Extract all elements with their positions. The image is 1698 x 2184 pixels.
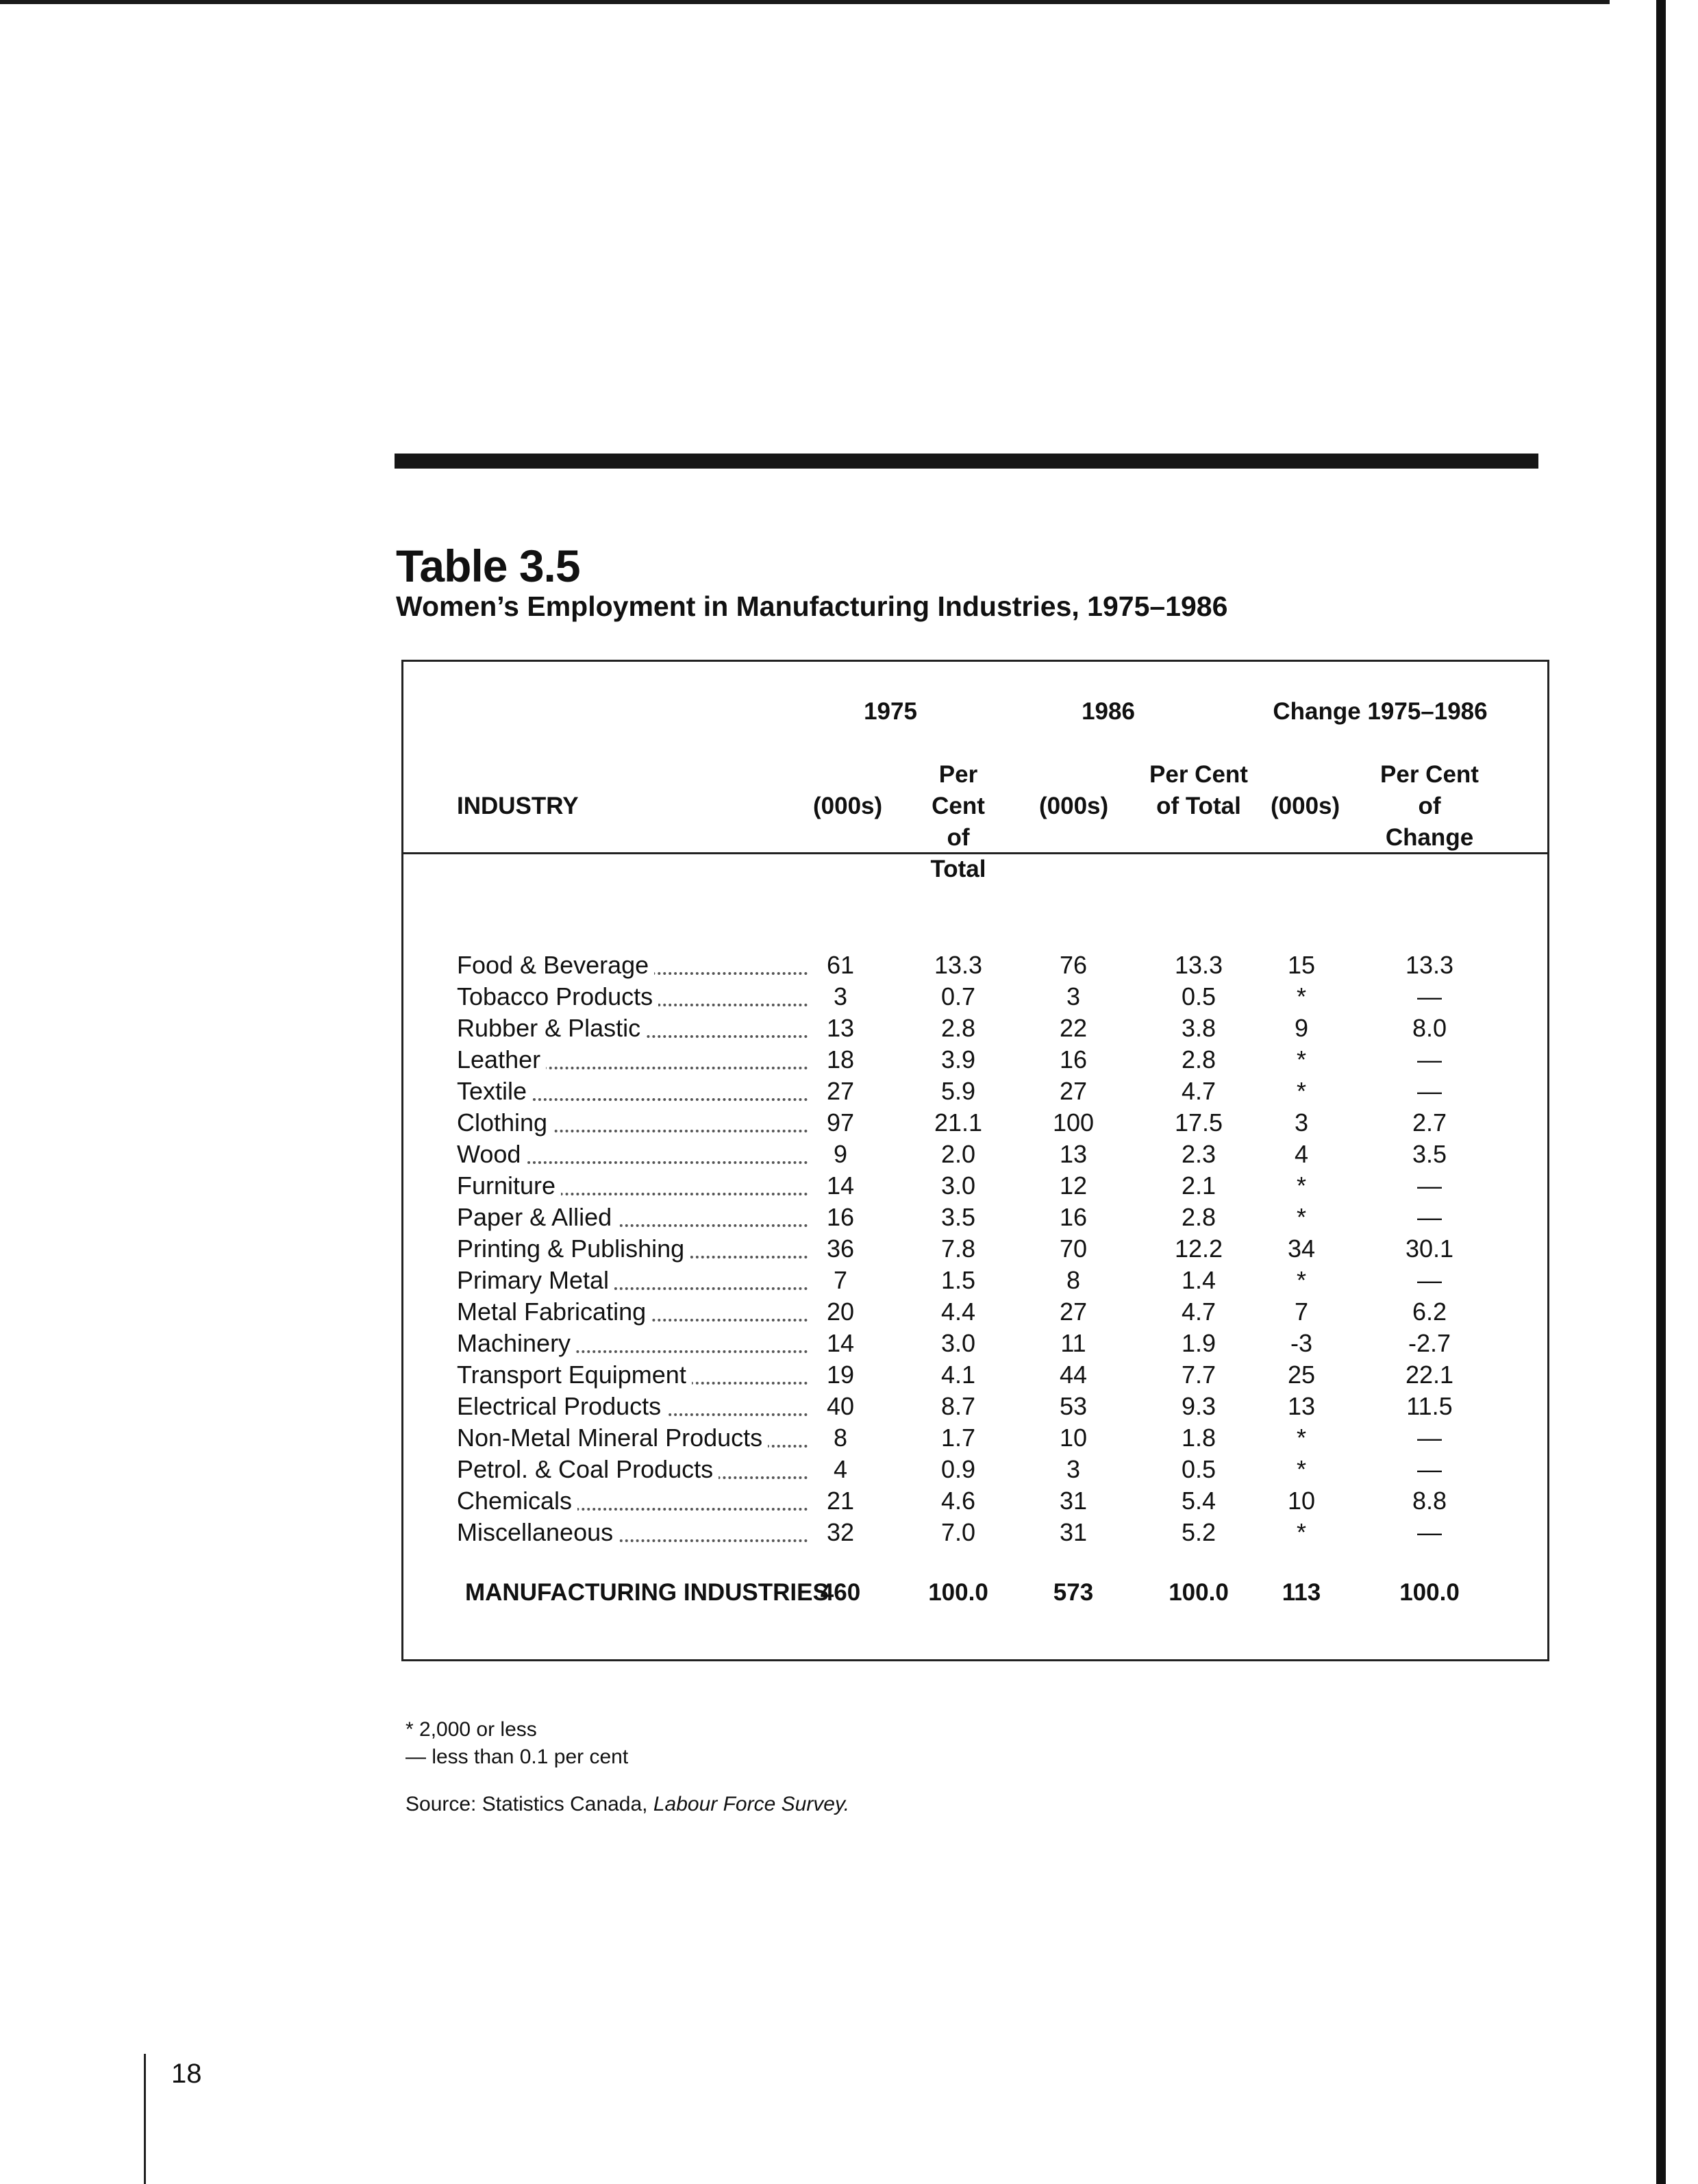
cell: 1.8 bbox=[1181, 1424, 1216, 1452]
cell: — bbox=[1417, 1424, 1442, 1452]
table-row bbox=[403, 1296, 1547, 1328]
cell: 25 bbox=[1287, 1361, 1316, 1389]
table-row bbox=[403, 1107, 1547, 1139]
cell: * bbox=[1296, 1266, 1306, 1294]
cell: 13.3 bbox=[1405, 951, 1454, 979]
cell: 27 bbox=[826, 1077, 855, 1105]
cell: 16 bbox=[1059, 1203, 1088, 1231]
header-divider bbox=[403, 852, 1547, 854]
cell: 13 bbox=[826, 1014, 855, 1042]
table-row bbox=[403, 1485, 1547, 1517]
cell: 31 bbox=[1059, 1487, 1088, 1515]
header-line: of Total bbox=[1156, 793, 1241, 819]
industry-label: Clothing bbox=[457, 1107, 808, 1139]
cell: -2.7 bbox=[1408, 1329, 1451, 1357]
cell: 100.0 bbox=[928, 1579, 988, 1606]
header-line: Per Cent bbox=[932, 761, 985, 819]
cell: 0.5 bbox=[1181, 1455, 1216, 1483]
cell: 4.6 bbox=[940, 1487, 976, 1515]
cell: 7 bbox=[1294, 1298, 1309, 1326]
cell: 8 bbox=[833, 1424, 848, 1452]
cell: 32 bbox=[826, 1518, 855, 1546]
cell: * bbox=[1296, 1518, 1306, 1546]
industry-label: Petrol. & Coal Products bbox=[457, 1454, 808, 1485]
cell: 21.1 bbox=[934, 1108, 983, 1137]
cell: 0.5 bbox=[1181, 982, 1216, 1010]
table-row bbox=[403, 1170, 1547, 1202]
cell: 2.7 bbox=[1412, 1108, 1447, 1137]
cell: — bbox=[1417, 1203, 1442, 1231]
cell: 22.1 bbox=[1405, 1361, 1454, 1389]
header-line: of Change bbox=[1385, 793, 1474, 851]
industry-label: Paper & Allied bbox=[457, 1202, 808, 1233]
cell: 70 bbox=[1059, 1234, 1088, 1263]
cell: * bbox=[1296, 1455, 1306, 1483]
cell: 4.7 bbox=[1181, 1077, 1216, 1105]
cell: * bbox=[1296, 1077, 1306, 1105]
cell: 61 bbox=[826, 951, 855, 979]
cell: 1.7 bbox=[940, 1424, 976, 1452]
cell: 19 bbox=[826, 1361, 855, 1389]
cell: 13 bbox=[1059, 1140, 1088, 1168]
cell: 3 bbox=[1066, 1455, 1081, 1483]
industry-label: Leather bbox=[457, 1044, 808, 1076]
col-header-1975-percent bbox=[917, 759, 999, 885]
cell: 6.2 bbox=[1412, 1298, 1447, 1326]
cell: 8 bbox=[1066, 1266, 1081, 1294]
cell: 1.9 bbox=[1181, 1329, 1216, 1357]
table-row bbox=[403, 1044, 1547, 1076]
cell: 113 bbox=[1282, 1579, 1321, 1606]
table-subtitle: Women’s Employment in Manufacturing Industries, 1975–1986 bbox=[396, 591, 1228, 622]
cell: 12.2 bbox=[1174, 1234, 1223, 1263]
total-row bbox=[403, 1577, 1547, 1609]
cell: * bbox=[1296, 1045, 1306, 1074]
cell: 3.5 bbox=[940, 1203, 976, 1231]
cell: 31 bbox=[1059, 1518, 1088, 1546]
industry-label: Wood bbox=[457, 1139, 808, 1170]
cell: 5.9 bbox=[940, 1077, 976, 1105]
cell: 7.0 bbox=[940, 1518, 976, 1546]
right-page-edge bbox=[1656, 0, 1666, 2184]
cell: 16 bbox=[1059, 1045, 1088, 1074]
cell: 2.8 bbox=[940, 1014, 976, 1042]
cell: 53 bbox=[1059, 1392, 1088, 1420]
cell: — bbox=[1417, 982, 1442, 1010]
cell: — bbox=[1417, 1171, 1442, 1200]
header-line: of Total bbox=[930, 824, 986, 882]
total-label: MANUFACTURING INDUSTRIES bbox=[465, 1579, 829, 1606]
cell: 13.3 bbox=[1174, 951, 1223, 979]
group-header-1986: 1986 bbox=[1082, 698, 1135, 725]
cell: 36 bbox=[826, 1234, 855, 1263]
cell: 2.8 bbox=[1181, 1203, 1216, 1231]
cell: 10 bbox=[1287, 1487, 1316, 1515]
cell: 27 bbox=[1059, 1077, 1088, 1105]
industry-label: Printing & Publishing bbox=[457, 1233, 808, 1265]
industry-label: Primary Metal bbox=[457, 1265, 808, 1296]
table-row bbox=[403, 1517, 1547, 1548]
cell: 3.9 bbox=[940, 1045, 976, 1074]
cell: 0.7 bbox=[940, 982, 976, 1010]
cell: 2.3 bbox=[1181, 1140, 1216, 1168]
source-prefix: Source: Statistics Canada, bbox=[405, 1793, 653, 1815]
cell: 4 bbox=[833, 1455, 848, 1483]
cell: 76 bbox=[1059, 951, 1088, 979]
cell: 3.5 bbox=[1412, 1140, 1447, 1168]
cell: 44 bbox=[1059, 1361, 1088, 1389]
footnote-asterisk: * 2,000 or less bbox=[405, 1718, 537, 1741]
cell: — bbox=[1417, 1518, 1442, 1546]
cell: 11 bbox=[1060, 1329, 1086, 1357]
cell: * bbox=[1296, 1424, 1306, 1452]
cell: 1.5 bbox=[940, 1266, 976, 1294]
source-note bbox=[405, 1793, 849, 1816]
cell: 4.4 bbox=[940, 1298, 976, 1326]
col-header-1986-percent bbox=[1147, 759, 1250, 822]
col-header-1986-thousands: (000s) bbox=[1039, 793, 1109, 819]
cell: 7 bbox=[833, 1266, 848, 1294]
group-header-change: Change 1975–1986 bbox=[1273, 698, 1488, 725]
table-title: Table 3.5 bbox=[396, 541, 580, 591]
industry-label: Food & Beverage bbox=[457, 950, 808, 981]
table-row bbox=[403, 1391, 1547, 1422]
cell: 34 bbox=[1287, 1234, 1316, 1263]
cell: 8.8 bbox=[1412, 1487, 1447, 1515]
cell: 3.0 bbox=[940, 1171, 976, 1200]
table-row bbox=[403, 1359, 1547, 1391]
industry-header: INDUSTRY bbox=[457, 793, 579, 819]
cell: 2.1 bbox=[1181, 1171, 1216, 1200]
cell: — bbox=[1417, 1455, 1442, 1483]
cell: 2.0 bbox=[940, 1140, 976, 1168]
cell: 14 bbox=[826, 1329, 855, 1357]
cell: * bbox=[1296, 1203, 1306, 1231]
cell: 2.8 bbox=[1181, 1045, 1216, 1074]
cell: 8.7 bbox=[940, 1392, 976, 1420]
table-row bbox=[403, 950, 1547, 981]
industry-label: Transport Equipment bbox=[457, 1359, 808, 1391]
industry-label: Electrical Products bbox=[457, 1391, 808, 1422]
cell: 4.1 bbox=[940, 1361, 976, 1389]
cell: 5.2 bbox=[1181, 1518, 1216, 1546]
cell: 573 bbox=[1053, 1579, 1094, 1606]
cell: 13.3 bbox=[934, 951, 983, 979]
cell: 9 bbox=[1294, 1014, 1309, 1042]
table-row bbox=[403, 1328, 1547, 1359]
cell: 100.0 bbox=[1399, 1579, 1460, 1606]
cell: 9.3 bbox=[1181, 1392, 1216, 1420]
cell: * bbox=[1296, 1171, 1306, 1200]
cell: 22 bbox=[1059, 1014, 1088, 1042]
table-row bbox=[403, 981, 1547, 1013]
cell: — bbox=[1417, 1077, 1442, 1105]
industry-label: Textile bbox=[457, 1076, 808, 1107]
cell: 460 bbox=[820, 1579, 861, 1606]
col-header-1975-thousands: (000s) bbox=[813, 793, 883, 819]
cell: 5.4 bbox=[1181, 1487, 1216, 1515]
industry-label: Miscellaneous bbox=[457, 1517, 808, 1548]
header-line: Per Cent bbox=[1149, 761, 1248, 788]
industry-label: Furniture bbox=[457, 1170, 808, 1202]
data-table bbox=[401, 660, 1549, 1661]
cell: 100.0 bbox=[1169, 1579, 1229, 1606]
cell: 18 bbox=[826, 1045, 855, 1074]
table-row bbox=[403, 1454, 1547, 1485]
cell: 100 bbox=[1052, 1108, 1095, 1137]
header-line: Per Cent bbox=[1380, 761, 1479, 788]
table-row bbox=[403, 1265, 1547, 1296]
cell: 12 bbox=[1059, 1171, 1088, 1200]
cell: 7.7 bbox=[1181, 1361, 1216, 1389]
industry-label: Non-Metal Mineral Products bbox=[457, 1422, 808, 1454]
cell: 4 bbox=[1294, 1140, 1309, 1168]
cell: 0.9 bbox=[940, 1455, 976, 1483]
cell: 3.8 bbox=[1181, 1014, 1216, 1042]
table-row bbox=[403, 1076, 1547, 1107]
cell: 11.5 bbox=[1406, 1392, 1453, 1420]
table-row bbox=[403, 1422, 1547, 1454]
cell: 1.4 bbox=[1181, 1266, 1216, 1294]
cell: 8.0 bbox=[1412, 1014, 1447, 1042]
industry-label: Metal Fabricating bbox=[457, 1296, 808, 1328]
group-header-1975: 1975 bbox=[864, 698, 917, 725]
cell: 3.0 bbox=[940, 1329, 976, 1357]
cell: 10 bbox=[1059, 1424, 1088, 1452]
cell: 20 bbox=[826, 1298, 855, 1326]
industry-label: Tobacco Products bbox=[457, 981, 808, 1013]
cell: 16 bbox=[826, 1203, 855, 1231]
col-header-change-percent bbox=[1375, 759, 1484, 854]
cell: — bbox=[1417, 1266, 1442, 1294]
table-row bbox=[403, 1013, 1547, 1044]
cell: 3 bbox=[1294, 1108, 1309, 1137]
industry-label: Machinery bbox=[457, 1328, 808, 1359]
cell: 40 bbox=[826, 1392, 855, 1420]
footnote-dash: — less than 0.1 per cent bbox=[405, 1746, 629, 1768]
cell: 97 bbox=[826, 1108, 855, 1137]
table-row bbox=[403, 1202, 1547, 1233]
cell: 3 bbox=[833, 982, 848, 1010]
cell: 4.7 bbox=[1181, 1298, 1216, 1326]
cell: 30.1 bbox=[1405, 1234, 1454, 1263]
cell: -3 bbox=[1290, 1329, 1312, 1357]
col-header-change-thousands: (000s) bbox=[1271, 793, 1340, 819]
cell: 13 bbox=[1287, 1392, 1316, 1420]
cell: 17.5 bbox=[1174, 1108, 1223, 1137]
source-title: Labour Force Survey. bbox=[653, 1793, 850, 1815]
cell: 27 bbox=[1059, 1298, 1088, 1326]
cell: 9 bbox=[833, 1140, 848, 1168]
cell: * bbox=[1296, 982, 1306, 1010]
top-edge-line bbox=[0, 0, 1610, 4]
cell: 14 bbox=[826, 1171, 855, 1200]
table-row bbox=[403, 1139, 1547, 1170]
cell: — bbox=[1417, 1045, 1442, 1074]
cell: 15 bbox=[1287, 951, 1316, 979]
table-row bbox=[403, 1233, 1547, 1265]
cell: 7.8 bbox=[940, 1234, 976, 1263]
section-rule bbox=[395, 454, 1538, 469]
page-number: 18 bbox=[171, 2059, 202, 2089]
industry-label: Rubber & Plastic bbox=[457, 1013, 808, 1044]
cell: 21 bbox=[826, 1487, 855, 1515]
industry-label: Chemicals bbox=[457, 1485, 808, 1517]
cell: 3 bbox=[1066, 982, 1081, 1010]
page-margin-rule bbox=[144, 2054, 146, 2184]
